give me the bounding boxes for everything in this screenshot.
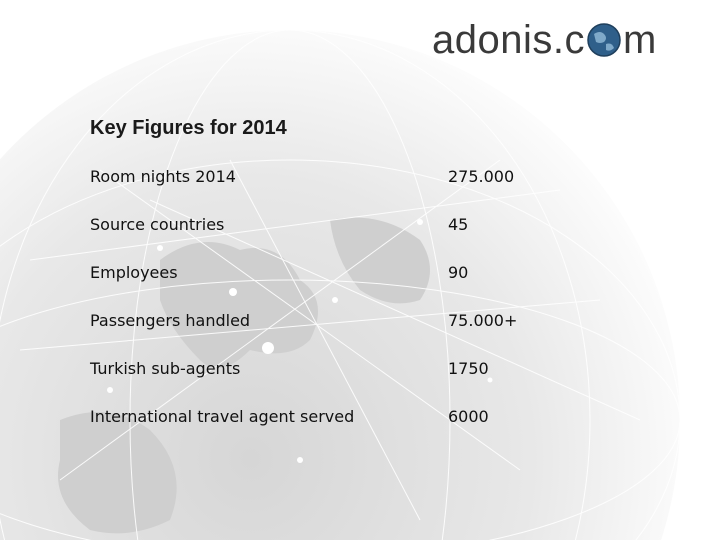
figure-label: Room nights 2014 <box>90 167 236 186</box>
logo-text-left: adonis.c <box>432 18 585 62</box>
adonis-logo <box>432 18 657 62</box>
figure-row <box>90 359 650 387</box>
figure-label: Source countries <box>90 215 225 234</box>
figure-value: 1750 <box>448 359 489 378</box>
figure-value: 6000 <box>448 407 489 426</box>
figure-row <box>90 407 650 435</box>
globe-icon <box>586 22 622 58</box>
page-title: Key Figures for 2014 <box>90 117 287 139</box>
figure-label: Passengers handled <box>90 311 251 330</box>
figure-row <box>90 167 650 195</box>
figure-row <box>90 311 650 339</box>
figure-value: 90 <box>448 263 469 282</box>
figure-row <box>90 215 650 243</box>
figure-label: Turkish sub-agents <box>90 359 241 378</box>
figure-row <box>90 263 650 291</box>
figure-label: International travel agent served <box>90 407 355 426</box>
figure-value: 75.000+ <box>448 311 518 330</box>
figure-value: 275.000 <box>448 167 515 186</box>
figure-label: Employees <box>90 263 178 282</box>
logo-text-right: m <box>622 18 657 62</box>
figure-value: 45 <box>448 215 469 234</box>
